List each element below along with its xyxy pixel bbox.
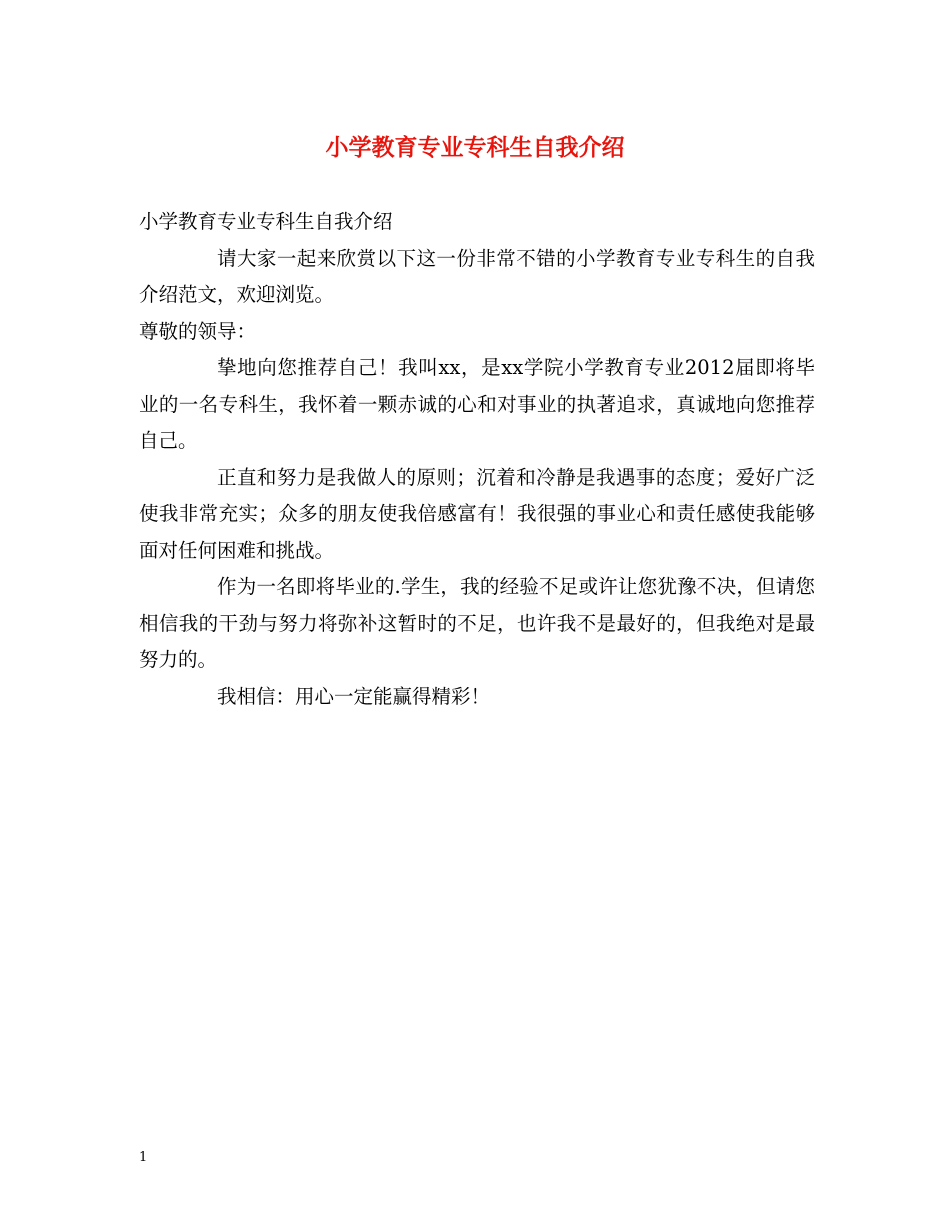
salutation: 尊敬的领导： (139, 319, 257, 343)
body-paragraph-2: 正直和努力是我做人的原则；沉着和冷静是我遇事的态度；爱好广泛使我非常充实；众多的朋友使我倍感富有！我很强的事业心和责任感使我能够面对任何困难和挑战。 (139, 465, 815, 562)
body-paragraph-3: 作为一名即将毕业的.学生，我的经验不足或许让您犹豫不决，但请您相信我的干劲与努力将弥补这暂时的不足，也许我不是最好的，但我绝对是最努力的。 (139, 575, 815, 671)
document-subtitle: 小学教育专业专科生自我介绍 (139, 210, 393, 233)
document-title: 小学教育专业专科生自我介绍 (325, 135, 625, 161)
body-paragraph-1: 挚地向您推荐自己！我叫xx，是xx学院小学教育专业2012届即将毕业的一名专科生，我怀着一颗赤诚的心和对事业的执著追求，真诚地向您推荐自己。 (139, 356, 815, 452)
intro-paragraph: 请大家一起来欣赏以下这一份非常不错的小学教育专业专科生的自我介绍范文，欢迎浏览。 (139, 246, 815, 306)
closing-paragraph: 我相信：用心一定能赢得精彩！ (217, 684, 491, 708)
page-number: 1 (139, 1150, 148, 1165)
document-body (139, 204, 815, 715)
